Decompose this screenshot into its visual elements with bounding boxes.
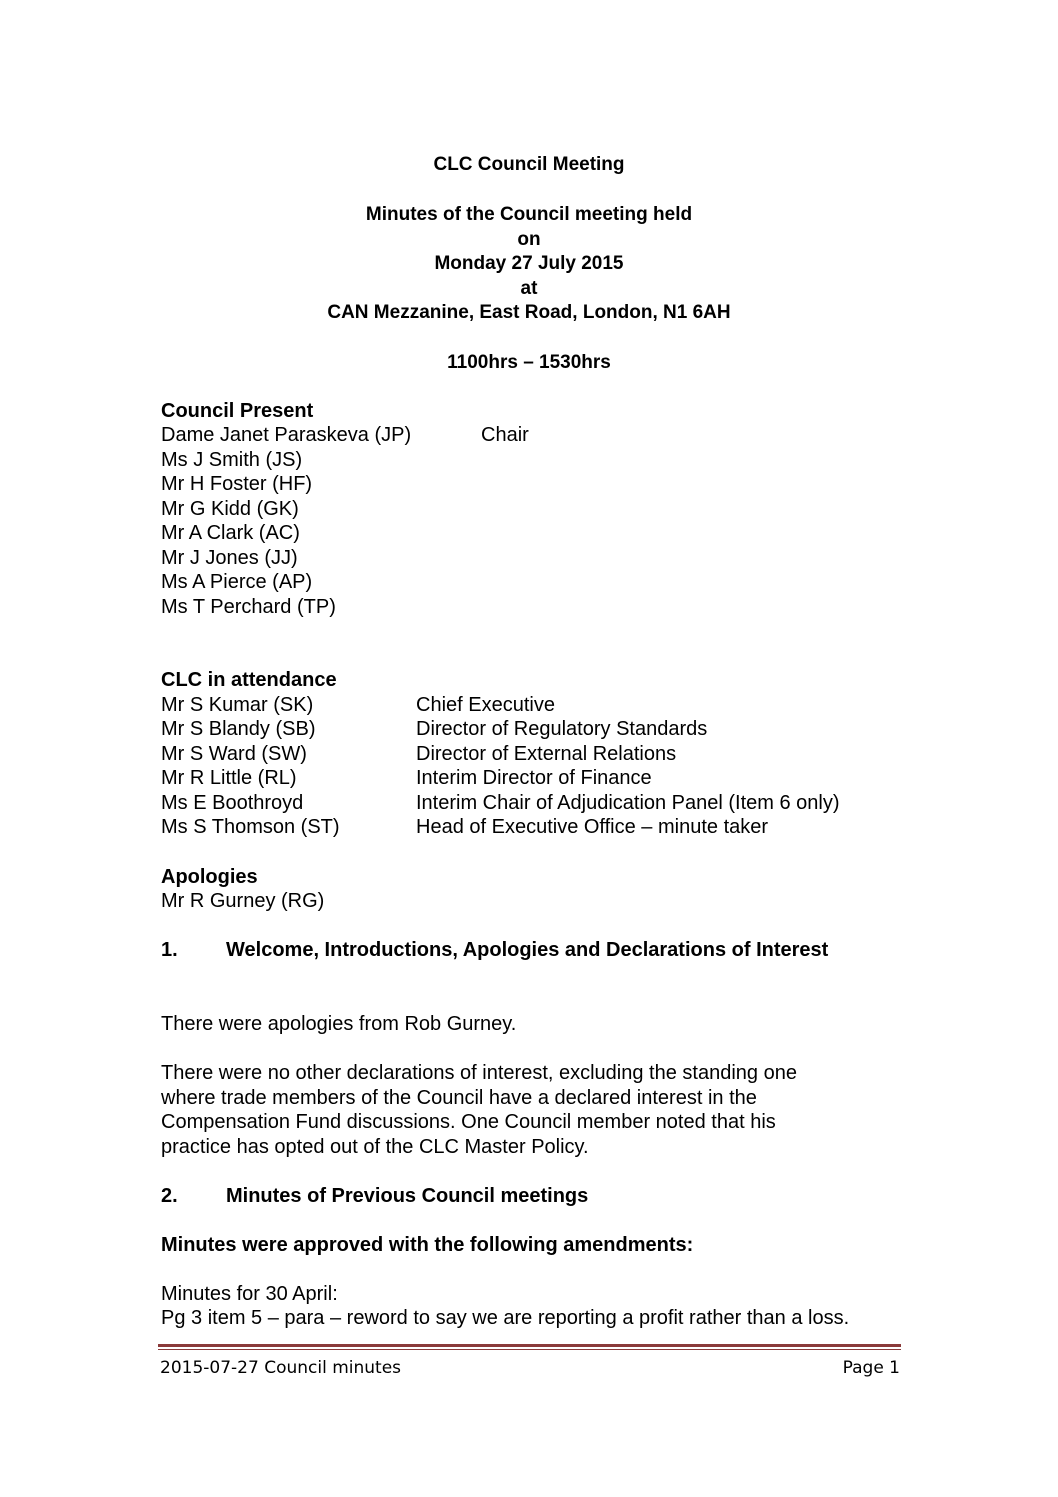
attendee-row <box>161 815 769 839</box>
attendee-row <box>161 791 840 815</box>
attendee-role: Interim Director of Finance <box>416 767 652 789</box>
attendee-role: Director of External Relations <box>416 743 677 765</box>
council-member-name: Ms J Smith (JS) <box>161 449 303 471</box>
document-title: CLC Council Meeting <box>433 154 625 175</box>
attendee-name: Mr S Blandy (SB) <box>161 718 316 740</box>
footer-rule-thin <box>158 1349 901 1350</box>
council-present-heading: Council Present <box>161 400 314 422</box>
attendee-role: Head of Executive Office – minute taker <box>416 816 769 838</box>
meeting-location: CAN Mezzanine, East Road, London, N1 6AH <box>327 302 731 323</box>
council-member-name: Ms A Pierce (AP) <box>161 571 313 593</box>
meeting-date: Monday 27 July 2015 <box>434 253 624 274</box>
clc-attendance-heading: CLC in attendance <box>161 669 337 691</box>
attendee-row <box>161 717 708 741</box>
footer-rule <box>158 1344 901 1347</box>
paragraph-line: Compensation Fund discussions. One Council member noted that his <box>161 1111 776 1133</box>
attendee-row <box>161 766 652 790</box>
footer-page-number: Page 1 <box>842 1358 900 1378</box>
paragraph-line: practice has opted out of the CLC Master Policy. <box>161 1136 589 1158</box>
footer-document-name: 2015-07-27 Council minutes <box>160 1358 402 1378</box>
council-member-name: Ms T Perchard (TP) <box>161 596 336 618</box>
section-2-subheading: Minutes were approved with the following amendments: <box>161 1234 694 1256</box>
attendee-row <box>161 742 677 766</box>
council-member-name: Mr J Jones (JJ) <box>161 547 298 569</box>
amendment-line: Pg 3 item 5 – para – reword to say we are reporting a profit rather than a loss. <box>161 1307 850 1329</box>
attendee-name: Ms E Boothroyd <box>161 792 304 814</box>
council-member-role: Chair <box>481 424 529 446</box>
attendee-name: Ms S Thomson (ST) <box>161 816 340 838</box>
attendee-role: Chief Executive <box>416 694 555 716</box>
section-1-heading: Welcome, Introductions, Apologies and Declarations of Interest <box>226 939 829 961</box>
council-member-name: Mr A Clark (AC) <box>161 522 300 544</box>
section-2-heading: Minutes of Previous Council meetings <box>226 1185 589 1207</box>
attendee-role: Director of Regulatory Standards <box>416 718 708 740</box>
attendee-name: Mr S Ward (SW) <box>161 743 307 765</box>
attendee-role: Interim Chair of Adjudication Panel (Item 6 only) <box>416 792 840 814</box>
council-member-name: Mr H Foster (HF) <box>161 473 313 495</box>
minutes-subtitle: Minutes of the Council meeting held <box>365 204 693 225</box>
meeting-time: 1100hrs – 1530hrs <box>447 352 611 373</box>
subtitle-on: on <box>517 229 541 250</box>
section-1-apologies-text: There were apologies from Rob Gurney. <box>161 1013 517 1035</box>
attendee-name: Mr R Little (RL) <box>161 767 297 789</box>
council-member-name: Mr G Kidd (GK) <box>161 498 299 520</box>
section-2-number: 2. <box>161 1185 178 1207</box>
attendee-name: Mr S Kumar (SK) <box>161 694 314 716</box>
paragraph-line: where trade members of the Council have a declared interest in the <box>161 1087 757 1109</box>
council-member-name: Dame Janet Paraskeva (JP) <box>161 424 412 446</box>
paragraph-line: There were no other declarations of interest, excluding the standing one <box>161 1062 797 1084</box>
minutes-date-line: Minutes for 30 April: <box>161 1283 338 1305</box>
apologies-heading: Apologies <box>161 866 258 888</box>
subtitle-at: at <box>520 278 538 299</box>
section-1-number: 1. <box>161 939 178 961</box>
attendee-row <box>161 693 555 717</box>
apologies-name: Mr R Gurney (RG) <box>161 890 325 912</box>
